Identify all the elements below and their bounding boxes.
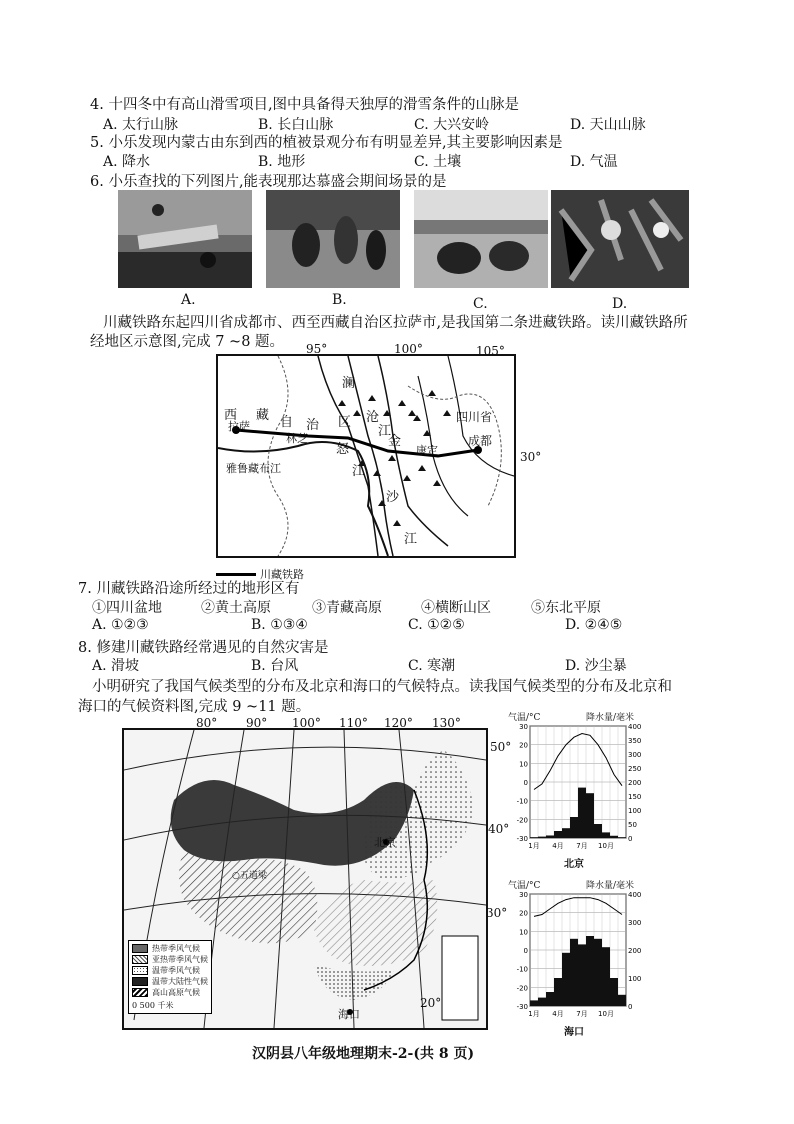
map1-label-yarlung: 雅鲁藏布江 xyxy=(226,462,281,475)
beijing-chart-svg xyxy=(508,720,648,854)
sichuan-tibet-map xyxy=(216,354,516,558)
beijing-precip-bar xyxy=(562,828,570,838)
map1-label-jin: 金 xyxy=(388,434,402,449)
beijing-x-tick: 10月 xyxy=(598,842,614,850)
map1-label-jiang3: 江 xyxy=(404,532,418,547)
haikou-x-tick: 1月 xyxy=(528,1010,540,1018)
legend-label-tropical: 热带季风气候 xyxy=(152,944,200,953)
map1-label-zi: 自 xyxy=(280,415,294,430)
photo-c xyxy=(414,190,548,288)
map2-lat-20: 20° xyxy=(420,996,442,1010)
q7-item-2: ②黄土高原 xyxy=(201,600,271,616)
beijing-left-tick: -10 xyxy=(516,797,528,806)
map2-lon-90: 90° xyxy=(246,716,268,730)
q8-option-d: D. 沙尘暴 xyxy=(565,658,627,674)
map1-label-sha: 沙 xyxy=(386,490,400,505)
haikou-precip-bar xyxy=(546,992,554,1006)
legend-swatch-highland xyxy=(132,988,148,997)
map1-lon-100: 100° xyxy=(394,342,423,356)
beijing-x-tick: 1月 xyxy=(528,842,540,850)
beijing-right-tick: 300 xyxy=(628,751,642,759)
railway-legend-line xyxy=(216,573,256,576)
haikou-right-tick: 400 xyxy=(628,891,642,899)
haikou-precip-bar xyxy=(586,936,594,1006)
photo-d xyxy=(551,190,689,288)
map2-scale: 0 500 千米 xyxy=(132,1001,174,1010)
map2-lon-120: 120° xyxy=(384,716,413,730)
legend-label-continental: 温带大陆性气候 xyxy=(152,977,208,986)
beijing-left-tick: 20 xyxy=(519,741,528,750)
q6-stem: 6. 小乐查找的下列图片,能表现那达慕盛会期间场景的是 xyxy=(90,174,447,190)
map1-label-sichuan: 四川省 xyxy=(456,410,493,424)
beijing-precip-bar xyxy=(546,835,554,838)
beijing-climate-chart xyxy=(508,708,648,868)
map1-label-zang: 藏 xyxy=(256,408,270,423)
haikou-left-tick: 30 xyxy=(519,891,528,899)
map1-lon-95: 95° xyxy=(306,342,328,356)
haikou-right-tick: 200 xyxy=(628,947,642,955)
q5-option-d: D. 气温 xyxy=(570,154,618,170)
q4-option-c: C. 大兴安岭 xyxy=(414,117,490,133)
photo-label-d: D. xyxy=(612,296,628,312)
q5-stem: 5. 小乐发现内蒙古由东到西的植被景观分布有明显差异,其主要影响因素是 xyxy=(90,135,563,151)
legend-row-highland xyxy=(132,987,208,998)
intro-7-8-line2: 经地区示意图,完成 7 ~8 题。 xyxy=(90,334,285,350)
beijing-right-tick: 150 xyxy=(628,793,642,801)
intro-9-11-line2: 海口的气候资料图,完成 9 ~11 题。 xyxy=(78,699,311,715)
beijing-precip-bar xyxy=(538,837,546,838)
beijing-left-tick: 30 xyxy=(519,723,528,731)
q7-item-5: ⑤东北平原 xyxy=(531,600,601,616)
haikou-precip-bar xyxy=(570,939,578,1006)
beijing-precip-bar xyxy=(554,831,562,838)
beijing-left-tick: 10 xyxy=(519,760,528,769)
q7-item-4: ④横断山区 xyxy=(421,600,491,616)
beijing-left-tick: 0 xyxy=(523,779,528,787)
photo-label-a: A. xyxy=(181,292,196,308)
haikou-precip-bar xyxy=(602,947,610,1006)
q7-option-a: A. ①②③ xyxy=(92,617,149,633)
legend-swatch-continental xyxy=(132,977,148,986)
map1-lon-105: 105° xyxy=(476,344,505,358)
haikou-x-tick: 10月 xyxy=(598,1010,614,1018)
haikou-ylabel-right: 降水量/毫米 xyxy=(586,881,635,891)
beijing-precip-bar xyxy=(570,817,578,838)
q7-stem: 7. 川藏铁路沿途所经过的地形区有 xyxy=(78,581,300,597)
legend-label-highland: 高山高原气候 xyxy=(152,988,200,997)
beijing-right-tick: 350 xyxy=(628,737,642,745)
q5-option-c: C. 土壤 xyxy=(414,154,462,170)
page-footer: 汉阴县八年级地理期末-2-(共 8 页) xyxy=(252,1046,475,1062)
map2-city-wudaoliang: ○五道梁 xyxy=(232,871,267,881)
haikou-right-tick: 100 xyxy=(628,975,642,983)
map2-lat-40: 40° xyxy=(488,822,510,836)
q7-option-d: D. ②④⑤ xyxy=(565,617,623,633)
haikou-x-tick: 4月 xyxy=(552,1010,564,1018)
haikou-right-tick: 300 xyxy=(628,919,642,927)
map2-lon-80: 80° xyxy=(196,716,218,730)
map1-label-lhasa: 拉萨 xyxy=(228,420,250,433)
haikou-precip-bar xyxy=(610,978,618,1006)
q5-option-a: A. 降水 xyxy=(103,154,151,170)
q8-option-b: B. 台风 xyxy=(251,658,299,674)
haikou-left-tick: 20 xyxy=(519,909,528,918)
haikou-left-tick: -30 xyxy=(516,1003,528,1011)
photo-label-c: C. xyxy=(473,296,488,312)
beijing-right-tick: 100 xyxy=(628,807,642,815)
legend-row-subtropical xyxy=(132,954,208,965)
map1-label-qu: 区 xyxy=(338,415,352,430)
legend-row-temperate-monsoon xyxy=(132,965,208,976)
beijing-ylabel-right: 降水量/毫米 xyxy=(586,713,635,723)
map2-lon-130: 130° xyxy=(432,716,461,730)
map1-label-kangding: 康定 xyxy=(416,444,438,457)
q7-item-1: ①四川盆地 xyxy=(92,600,162,616)
map1-label-cang: 沧 xyxy=(366,410,380,425)
legend-swatch-subtropical xyxy=(132,955,148,964)
haikou-climate-chart xyxy=(508,876,648,1036)
map2-city-haikou: 海口 xyxy=(338,1008,360,1021)
map2-legend xyxy=(128,940,212,1014)
railway-legend-label: 川藏铁路 xyxy=(260,568,304,581)
map1-label-xi: 西 xyxy=(224,408,238,423)
q8-option-a: A. 滑坡 xyxy=(92,658,140,674)
haikou-precip-bar xyxy=(594,939,602,1006)
q7-option-c: C. ①②⑤ xyxy=(408,617,465,633)
q4-option-a: A. 太行山脉 xyxy=(103,117,179,133)
beijing-precip-bar xyxy=(578,788,586,838)
map1-label-jiang2: 江 xyxy=(352,464,366,479)
photo-label-b: B. xyxy=(332,292,347,308)
beijing-precip-bar xyxy=(530,837,538,838)
map1-label-nu: 怒 xyxy=(336,442,350,457)
beijing-right-tick: 0 xyxy=(628,835,633,843)
map2-lon-100: 100° xyxy=(292,716,321,730)
haikou-chart-title: 海口 xyxy=(564,1027,584,1038)
haikou-precip-bar xyxy=(578,944,586,1006)
legend-swatch-tropical xyxy=(132,944,148,953)
haikou-left-tick: 10 xyxy=(519,928,528,937)
legend-row-continental xyxy=(132,976,208,987)
q8-stem: 8. 修建川藏铁路经常遇见的自然灾害是 xyxy=(78,640,329,656)
q4-stem: 4. 十四冬中有高山滑雪项目,图中具备得天独厚的滑雪条件的山脉是 xyxy=(90,97,520,113)
haikou-precip-bar xyxy=(554,978,562,1006)
beijing-left-tick: -30 xyxy=(516,835,528,843)
q4-option-d: D. 天山山脉 xyxy=(570,117,646,133)
beijing-precip-bar xyxy=(594,824,602,838)
beijing-right-tick: 200 xyxy=(628,779,642,787)
beijing-precip-bar xyxy=(586,793,594,838)
legend-swatch-temperate-monsoon xyxy=(132,966,148,975)
beijing-x-tick: 4月 xyxy=(552,842,564,850)
legend-label-subtropical: 亚热带季风气候 xyxy=(152,955,208,964)
haikou-precip-bar xyxy=(562,953,570,1006)
legend-label-temperate-monsoon: 温带季风气候 xyxy=(152,966,200,975)
q8-option-c: C. 寒潮 xyxy=(408,658,456,674)
haikou-precip-bar xyxy=(618,995,626,1006)
photo-a xyxy=(118,190,252,288)
map2-city-beijing: 北京 xyxy=(374,836,396,849)
map2-lat-30: 30° xyxy=(486,906,508,920)
haikou-precip-bar xyxy=(530,1000,538,1006)
map1-label-jiang1: 江 xyxy=(378,424,392,439)
haikou-chart-svg xyxy=(508,888,648,1022)
haikou-left-tick: -20 xyxy=(516,984,528,993)
map1-lat-30: 30° xyxy=(520,450,542,464)
intro-7-8-line1: 川藏铁路东起四川省成都市、西至西藏自治区拉萨市,是我国第二条进藏铁路。读川藏铁路所 xyxy=(103,315,688,331)
map1-label-zhi: 治 xyxy=(306,418,320,433)
haikou-left-tick: 0 xyxy=(523,947,528,955)
map1-label-lan: 澜 xyxy=(342,376,356,391)
legend-row-tropical xyxy=(132,943,208,954)
beijing-precip-bar xyxy=(610,836,618,838)
haikou-precip-bar xyxy=(538,998,546,1006)
beijing-precip-bar xyxy=(618,837,626,838)
photo-b xyxy=(266,190,400,288)
q7-item-3: ③青藏高原 xyxy=(312,600,382,616)
haikou-right-tick: 0 xyxy=(628,1003,633,1011)
beijing-x-tick: 7月 xyxy=(576,842,588,850)
beijing-right-tick: 400 xyxy=(628,723,642,731)
haikou-left-tick: -10 xyxy=(516,965,528,974)
q5-option-b: B. 地形 xyxy=(258,154,306,170)
beijing-right-tick: 50 xyxy=(628,821,637,829)
china-climate-map xyxy=(122,728,488,1030)
beijing-right-tick: 250 xyxy=(628,765,642,773)
map2-lat-50: 50° xyxy=(490,740,512,754)
map1-label-chengdu: 成都 xyxy=(468,434,493,448)
beijing-ylabel-left: 气温/°C xyxy=(508,713,541,723)
map2-lon-110: 110° xyxy=(339,716,368,730)
q7-option-b: B. ①③④ xyxy=(251,617,308,633)
beijing-chart-title: 北京 xyxy=(564,859,584,870)
haikou-ylabel-left: 气温/°C xyxy=(508,881,541,891)
beijing-left-tick: -20 xyxy=(516,816,528,825)
q4-option-b: B. 长白山脉 xyxy=(258,117,334,133)
map1-label-nyingchi: 林芝 xyxy=(286,432,308,445)
intro-9-11-line1: 小明研究了我国气候类型的分布及北京和海口的气候特点。读我国气候类型的分布及北京和 xyxy=(92,679,672,695)
haikou-x-tick: 7月 xyxy=(576,1010,588,1018)
beijing-precip-bar xyxy=(602,832,610,838)
